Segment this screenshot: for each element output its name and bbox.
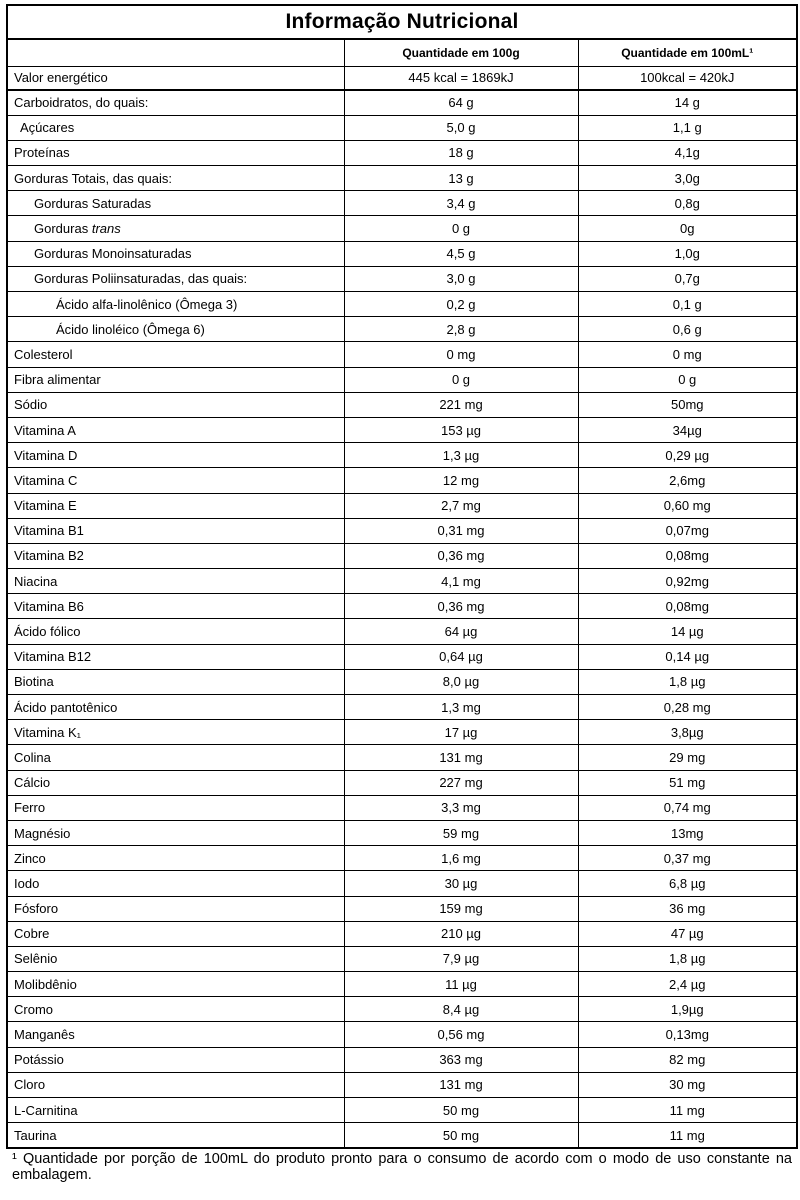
nutrient-label-text: Ácido alfa-linolênico (Ômega 3) (56, 296, 238, 312)
value-per-100g: 363 mg (344, 1047, 578, 1072)
value-per-100g: 0,31 mg (344, 518, 578, 543)
nutrient-label (8, 972, 344, 997)
nutrient-label-text: L-Carnitina (14, 1102, 78, 1118)
header-row (8, 40, 796, 66)
value-per-100ml: 82 mg (578, 1047, 796, 1072)
value-per-100ml: 0,8g (578, 191, 796, 216)
nutrient-row (8, 443, 796, 468)
value-per-100ml: 0,6 g (578, 317, 796, 342)
nutrient-label-text: Sódio (14, 397, 48, 413)
nutrient-row (8, 997, 796, 1022)
nutrient-label-text: Cálcio (14, 775, 51, 791)
nutrient-label (8, 216, 344, 241)
value-per-100ml: 2,4 µg (578, 972, 796, 997)
value-per-100g: 4,1 mg (344, 569, 578, 594)
value-per-100g: 1,6 mg (344, 846, 578, 871)
nutrient-row (8, 594, 796, 619)
nutrient-label-text: Fibra alimentar (14, 372, 101, 388)
nutrient-row (8, 1047, 796, 1072)
value-per-100ml: 0,08mg (578, 594, 796, 619)
nutrient-label-text: Cromo (14, 1001, 54, 1017)
nutrient-label-text: Proteínas (14, 145, 70, 161)
value-per-100g: 2,7 mg (344, 493, 578, 518)
nutrition-table-frame (6, 4, 798, 1149)
value-per-100g: 2,8 g (344, 317, 578, 342)
nutrient-label (8, 518, 344, 543)
nutrient-label (8, 140, 344, 165)
nutrient-row (8, 720, 796, 745)
value-per-100g: 5,0 g (344, 115, 578, 140)
nutrient-label-text: Gorduras Poliinsaturadas, das quais: (34, 271, 248, 287)
nutrient-label (8, 342, 344, 367)
nutrient-label (8, 720, 344, 745)
nutrient-label (8, 443, 344, 468)
nutrient-label-text: Vitamina B2 (14, 548, 84, 564)
nutrient-label-text: Manganês (14, 1027, 75, 1043)
value-per-100g: 50 mg (344, 1098, 578, 1123)
nutrient-label (8, 569, 344, 594)
value-per-100ml: 47 µg (578, 921, 796, 946)
nutrient-label-text: Vitamina E (14, 498, 77, 514)
header-per-100g: Quantidade em 100g (344, 40, 578, 66)
nutrient-row (8, 140, 796, 165)
nutrient-label (8, 871, 344, 896)
value-per-100ml: 50mg (578, 392, 796, 417)
value-per-100g: 8,0 µg (344, 669, 578, 694)
value-per-100g: 0,36 mg (344, 594, 578, 619)
value-per-100g: 0 g (344, 216, 578, 241)
nutrient-row (8, 115, 796, 140)
nutrient-label-text: Gorduras Totais, das quais: (14, 170, 173, 186)
value-per-100ml: 0,07mg (578, 518, 796, 543)
nutrient-row (8, 292, 796, 317)
nutrient-label-text: Colesterol (14, 346, 73, 362)
nutrient-row (8, 518, 796, 543)
value-per-100g: 64 µg (344, 619, 578, 644)
value-per-100ml: 29 mg (578, 745, 796, 770)
nutrient-row (8, 543, 796, 568)
value-per-100g: 131 mg (344, 1072, 578, 1097)
nutrient-row (8, 1123, 796, 1148)
value-per-100ml: 2,6mg (578, 468, 796, 493)
value-per-100ml: 0,37 mg (578, 846, 796, 871)
nutrient-label-text: Niacina (14, 573, 58, 589)
nutrient-label (8, 1047, 344, 1072)
value-per-100ml: 11 mg (578, 1098, 796, 1123)
nutrient-label-text: Cobre (14, 926, 50, 942)
nutrient-label (8, 191, 344, 216)
nutrient-label-text: Biotina (14, 674, 54, 690)
nutrient-label (8, 795, 344, 820)
nutrient-label (8, 292, 344, 317)
nutrient-label (8, 820, 344, 845)
value-per-100g: 0,56 mg (344, 1022, 578, 1047)
value-per-100ml: 36 mg (578, 896, 796, 921)
value-per-100ml: 1,8 µg (578, 946, 796, 971)
nutrient-label-text: Molibdênio (14, 976, 77, 992)
value-per-100ml: 14 g (578, 90, 796, 115)
nutrient-label-text: Vitamina B6 (14, 598, 84, 614)
nutrient-row (8, 644, 796, 669)
value-per-100ml: 1,9µg (578, 997, 796, 1022)
nutrient-row (8, 392, 796, 417)
value-per-100g: 0 mg (344, 342, 578, 367)
nutrient-row (8, 695, 796, 720)
value-per-100ml: 0 g (578, 367, 796, 392)
nutrient-row (8, 417, 796, 442)
nutrient-row (8, 1098, 796, 1123)
footnote-text: Quantidade por porção de 100mL do produto pronto para o consumo de acordo com o modo de uso constante na embalagem. (12, 1151, 793, 1183)
value-per-100ml: 0,92mg (578, 569, 796, 594)
nutrient-label (8, 896, 344, 921)
value-per-100g: 3,3 mg (344, 795, 578, 820)
nutrient-label (8, 1123, 344, 1148)
value-per-100g: 59 mg (344, 820, 578, 845)
nutrient-label-text: Vitamina B12 (14, 649, 92, 665)
value-per-100ml: 0,28 mg (578, 695, 796, 720)
nutrient-label-text: Vitamina K₁ (14, 724, 82, 740)
nutrient-label (8, 644, 344, 669)
nutrient-row (8, 921, 796, 946)
nutrient-label (8, 1098, 344, 1123)
nutrient-label-text: Carboidratos, do quais: (14, 95, 149, 111)
header-blank-cell (8, 40, 344, 66)
value-per-100ml: 14 µg (578, 619, 796, 644)
nutrient-row (8, 90, 796, 115)
value-per-100ml: 0,14 µg (578, 644, 796, 669)
nutrient-label (8, 493, 344, 518)
nutrient-label (8, 90, 344, 115)
nutrient-row (8, 820, 796, 845)
nutrient-label-text: Magnésio (14, 825, 71, 841)
nutrient-label-text: Cloro (14, 1077, 46, 1093)
nutrient-row (8, 619, 796, 644)
nutrient-label (8, 468, 344, 493)
value-per-100ml: 0,60 mg (578, 493, 796, 518)
nutrient-label (8, 745, 344, 770)
nutrient-label (8, 619, 344, 644)
footnote-marker: ¹ (12, 1151, 17, 1167)
nutrient-label (8, 317, 344, 342)
nutrient-label (8, 594, 344, 619)
nutrient-label (8, 997, 344, 1022)
nutrient-label (8, 266, 344, 291)
nutrient-label (8, 669, 344, 694)
table-title: Informação Nutricional (8, 6, 796, 40)
value-per-100g: 12 mg (344, 468, 578, 493)
value-per-100ml: 30 mg (578, 1072, 796, 1097)
footnote (12, 1151, 792, 1183)
energy-row (8, 66, 796, 90)
nutrient-label-text: Ferro (14, 800, 46, 816)
value-per-100ml: 1,0g (578, 241, 796, 266)
nutrient-label (8, 770, 344, 795)
value-per-100ml: 3,8µg (578, 720, 796, 745)
value-per-100g: 3,0 g (344, 266, 578, 291)
value-per-100g: 64 g (344, 90, 578, 115)
nutrient-row (8, 342, 796, 367)
nutrient-row (8, 569, 796, 594)
value-per-100g: 8,4 µg (344, 997, 578, 1022)
nutrient-label-text: Vitamina B1 (14, 523, 84, 539)
value-per-100g: 1,3 mg (344, 695, 578, 720)
nutrient-row (8, 871, 796, 896)
nutrient-label (8, 946, 344, 971)
nutrient-label-text: Gorduras (34, 221, 89, 237)
nutrient-label-text: Iodo (14, 875, 40, 891)
value-per-100ml: 13mg (578, 820, 796, 845)
nutrient-row (8, 1022, 796, 1047)
nutrient-row (8, 669, 796, 694)
value-per-100g: 227 mg (344, 770, 578, 795)
nutrient-row (8, 846, 796, 871)
value-per-100ml: 11 mg (578, 1123, 796, 1148)
nutrient-label (8, 367, 344, 392)
nutrient-row (8, 795, 796, 820)
nutrient-row (8, 367, 796, 392)
nutrient-row (8, 946, 796, 971)
nutrient-label (8, 241, 344, 266)
nutrient-label-text: Ácido linoléico (Ômega 6) (56, 321, 205, 337)
value-per-100ml: 0,08mg (578, 543, 796, 568)
nutrient-row (8, 770, 796, 795)
nutrient-row (8, 166, 796, 191)
nutrient-label-text: Açúcares (20, 120, 75, 136)
nutrient-label (8, 543, 344, 568)
nutrient-row (8, 216, 796, 241)
nutrient-label (8, 166, 344, 191)
nutrient-row (8, 191, 796, 216)
nutrient-label-text: Zinco (14, 850, 46, 866)
nutrient-label-text: Fósforo (14, 901, 59, 917)
nutrient-row (8, 241, 796, 266)
nutrition-table (8, 40, 796, 1148)
nutrient-row (8, 972, 796, 997)
value-per-100g: 4,5 g (344, 241, 578, 266)
nutrient-label (8, 392, 344, 417)
value-per-100ml: 4,1g (578, 140, 796, 165)
value-per-100ml: 1,8 µg (578, 669, 796, 694)
value-per-100ml: 0,29 µg (578, 443, 796, 468)
nutrient-row (8, 266, 796, 291)
nutrient-row (8, 317, 796, 342)
value-per-100g: 1,3 µg (344, 443, 578, 468)
nutrient-label (8, 1072, 344, 1097)
value-per-100ml: 0 mg (578, 342, 796, 367)
value-per-100g: 30 µg (344, 871, 578, 896)
energy-per-100g: 445 kcal = 1869kJ (344, 66, 578, 90)
nutrient-label-text: Vitamina A (14, 422, 76, 438)
nutrient-label-text: Potássio (14, 1052, 64, 1068)
value-per-100ml: 51 mg (578, 770, 796, 795)
value-per-100g: 221 mg (344, 392, 578, 417)
value-per-100g: 3,4 g (344, 191, 578, 216)
value-per-100ml: 0,74 mg (578, 795, 796, 820)
value-per-100g: 131 mg (344, 745, 578, 770)
nutrient-label-text: Vitamina D (14, 447, 78, 463)
nutrient-row (8, 493, 796, 518)
nutrient-label-text: Ácido fólico (14, 624, 81, 640)
value-per-100ml: 34µg (578, 417, 796, 442)
value-per-100g: 13 g (344, 166, 578, 191)
nutrient-row (8, 1072, 796, 1097)
value-per-100g: 17 µg (344, 720, 578, 745)
nutrient-label (8, 921, 344, 946)
nutrient-row (8, 896, 796, 921)
nutrient-label-text: Vitamina C (14, 472, 78, 488)
nutrient-label-text: Colina (14, 749, 51, 765)
nutrient-label-text: Selênio (14, 951, 58, 967)
value-per-100g: 0 g (344, 367, 578, 392)
nutrient-row (8, 745, 796, 770)
value-per-100g: 7,9 µg (344, 946, 578, 971)
value-per-100g: 0,2 g (344, 292, 578, 317)
nutrient-label (8, 1022, 344, 1047)
nutrient-label (8, 846, 344, 871)
value-per-100g: 50 mg (344, 1123, 578, 1148)
energy-per-100ml: 100kcal = 420kJ (578, 66, 796, 90)
value-per-100g: 0,36 mg (344, 543, 578, 568)
value-per-100ml: 0g (578, 216, 796, 241)
value-per-100ml: 0,7g (578, 266, 796, 291)
nutrient-label-italic: trans (91, 221, 121, 237)
value-per-100ml: 6,8 µg (578, 871, 796, 896)
nutrient-label-text: Taurina (14, 1128, 57, 1144)
nutrient-row (8, 468, 796, 493)
nutrient-label (8, 695, 344, 720)
value-per-100ml: 1,1 g (578, 115, 796, 140)
nutrient-label-text: Ácido pantotênico (14, 699, 118, 715)
value-per-100ml: 0,13mg (578, 1022, 796, 1047)
nutrient-label-text: Gorduras Saturadas (34, 195, 152, 211)
energy-label: Valor energético (8, 66, 344, 90)
value-per-100ml: 0,1 g (578, 292, 796, 317)
value-per-100g: 11 µg (344, 972, 578, 997)
value-per-100g: 153 µg (344, 417, 578, 442)
nutrient-label (8, 115, 344, 140)
value-per-100ml: 3,0g (578, 166, 796, 191)
nutrient-label-text: Gorduras Monoinsaturadas (34, 246, 192, 262)
value-per-100g: 0,64 µg (344, 644, 578, 669)
value-per-100g: 210 µg (344, 921, 578, 946)
value-per-100g: 159 mg (344, 896, 578, 921)
nutrient-label (8, 417, 344, 442)
value-per-100g: 18 g (344, 140, 578, 165)
header-per-100ml: Quantidade em 100mL¹ (578, 40, 796, 66)
